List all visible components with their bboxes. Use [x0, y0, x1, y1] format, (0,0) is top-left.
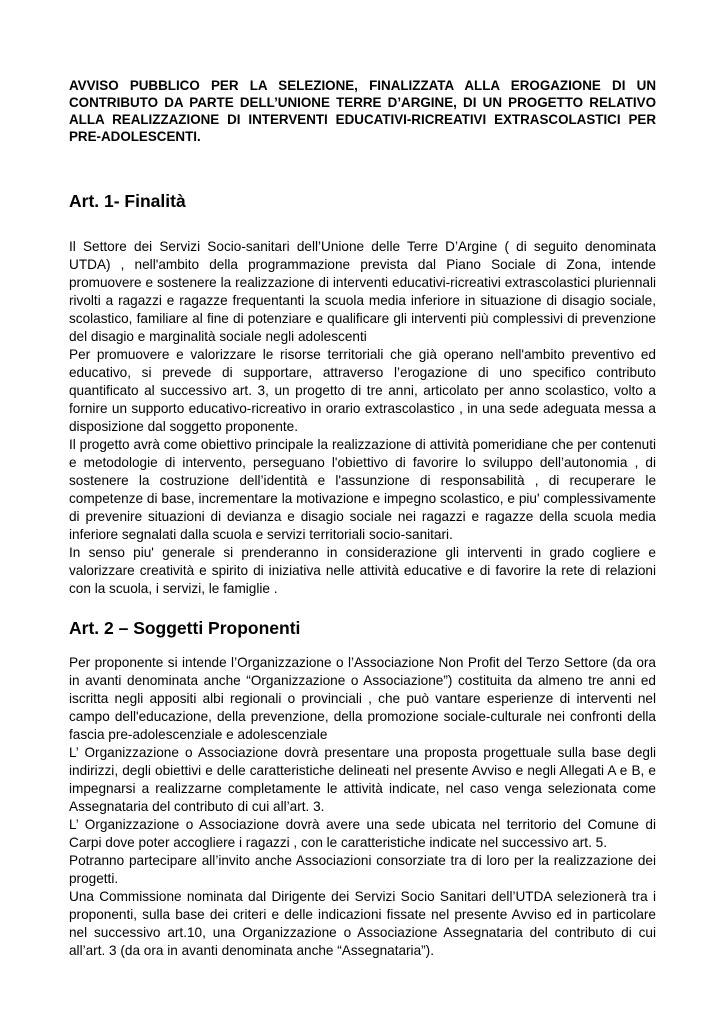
document-page [69, 77, 656, 960]
article-2-paragraph: L’ Organizzazione o Associazione dovrà avere una sede ubicata nel territorio del Comune di Carpi dove poter accogliere i ragazzi , con le caratteristiche indicate nel successivo art. 5. [69, 817, 656, 850]
article-1-paragraph: In senso piu' generale si prenderanno in considerazione gli interventi in grado cogliere e valorizzare creatività e spirito di iniziativa nelle attività educative e di favorire la rete di relazioni con la scuola, i servizi, le famiglie . [69, 545, 656, 596]
article-2-paragraph: L’ Organizzazione o Associazione dovrà presentare una proposta progettuale sulla base degli indirizzi, degli obiettivi e delle caratteristiche delineati nel presente Avviso e negli Allegati A e B, e impegnarsi a realizzarne completamente le attività indicate, nel caso venga selezionata come Assegnataria del contributo di cui all’art. 3. [69, 745, 656, 814]
article-1-paragraph: Per promuovere e valorizzare le risorse territoriali che già operano nell'ambito preventivo ed educativo, si prevede di supportare, attraverso l’erogazione di uno specifico contributo quantificato al successivo art. 3, un progetto di tre anni, articolato per anno scolastico, volto a fornire un supporto educativo-ricreativo in orario extrascolastico , in una sede adeguata messa a disposizione dal soggetto proponente. [69, 347, 656, 434]
article-2-title: Art. 2 – Soggetti Proponenti [69, 618, 301, 638]
article-1-body [69, 238, 656, 598]
article-2-body [69, 654, 656, 960]
article-1-paragraph: Il progetto avrà come obiettivo principale la realizzazione di attività pomeridiane che per contenuti e metodologie di intervento, perseguano l'obiettivo di favorire lo sviluppo dell’autonomia , di sostenere la costruzione dell’identità e l'assunzione di responsabilità , di recuperare le competenze di base, incrementare la motivazione e impegno scolastico, e piu' complessivamente di prevenire situazioni di devianza e disagio sociale nei ragazzi e ragazze della scuola media inferiore segnalati dalla scuola e servizi territoriali socio-sanitari. [69, 437, 656, 542]
article-2-paragraph: Una Commissione nominata dal Dirigente dei Servizi Socio Sanitari dell’UTDA selezionerà tra i proponenti, sulla base dei criteri e delle indicazioni fissate nel presente Avviso ed in particolare nel successivo art.10, una Organizzazione o Associazione Assegnataria del contributo di cui all’art. 3 (da ora in avanti denominata anche “Assegnataria”). [69, 889, 656, 958]
notice-header: AVVISO PUBBLICO PER LA SELEZIONE, FINALIZZATA ALLA EROGAZIONE DI UN CONTRIBUTO DA PARTE DELL’UNIONE TERRE D’ARGINE, DI UN PROGETTO RELATIVO ALLA REALIZZAZIONE DI INTERVENTI EDUCATIVI-RICREATIVI EXTRASCOLASTICI PER PRE-ADOLESCENTI. [69, 78, 656, 144]
article-1-title: Art. 1- Finalità [69, 191, 186, 211]
article-2-paragraph: Potranno partecipare all’invito anche Associazioni consorziate tra di loro per la realizzazione dei progetti. [69, 853, 656, 886]
article-1-paragraph: Il Settore dei Servizi Socio-sanitari dell’Unione delle Terre D’Argine ( di seguito denominata UTDA) , nell'ambito della programmazione prevista dal Piano Sociale di Zona, intende promuovere e sostenere la realizzazione di interventi educativi-ricreativi extrascolastici pluriennali rivolti a ragazzi e ragazze frequentanti la scuola media inferiore in situazione di disagio sociale, scolastico, familiare al fine di potenziare e qualificare gli interventi più complessivi di prevenzione del disagio e marginalità sociale negli adolescenti [69, 239, 656, 344]
article-2-paragraph: Per proponente si intende l’Organizzazione o l’Associazione Non Profit del Terzo Settore (da ora in avanti denominata anche “Organizzazione o Associazione”) costituita da almeno tre anni ed iscritta negli appositi albi regionali o provinciali , che può vantare esperienze di interventi nel campo dell'educazione, della prevenzione, della promozione sociale-culturale nei confronti della fascia pre-adolescenziale e adolescenziale [69, 655, 656, 742]
